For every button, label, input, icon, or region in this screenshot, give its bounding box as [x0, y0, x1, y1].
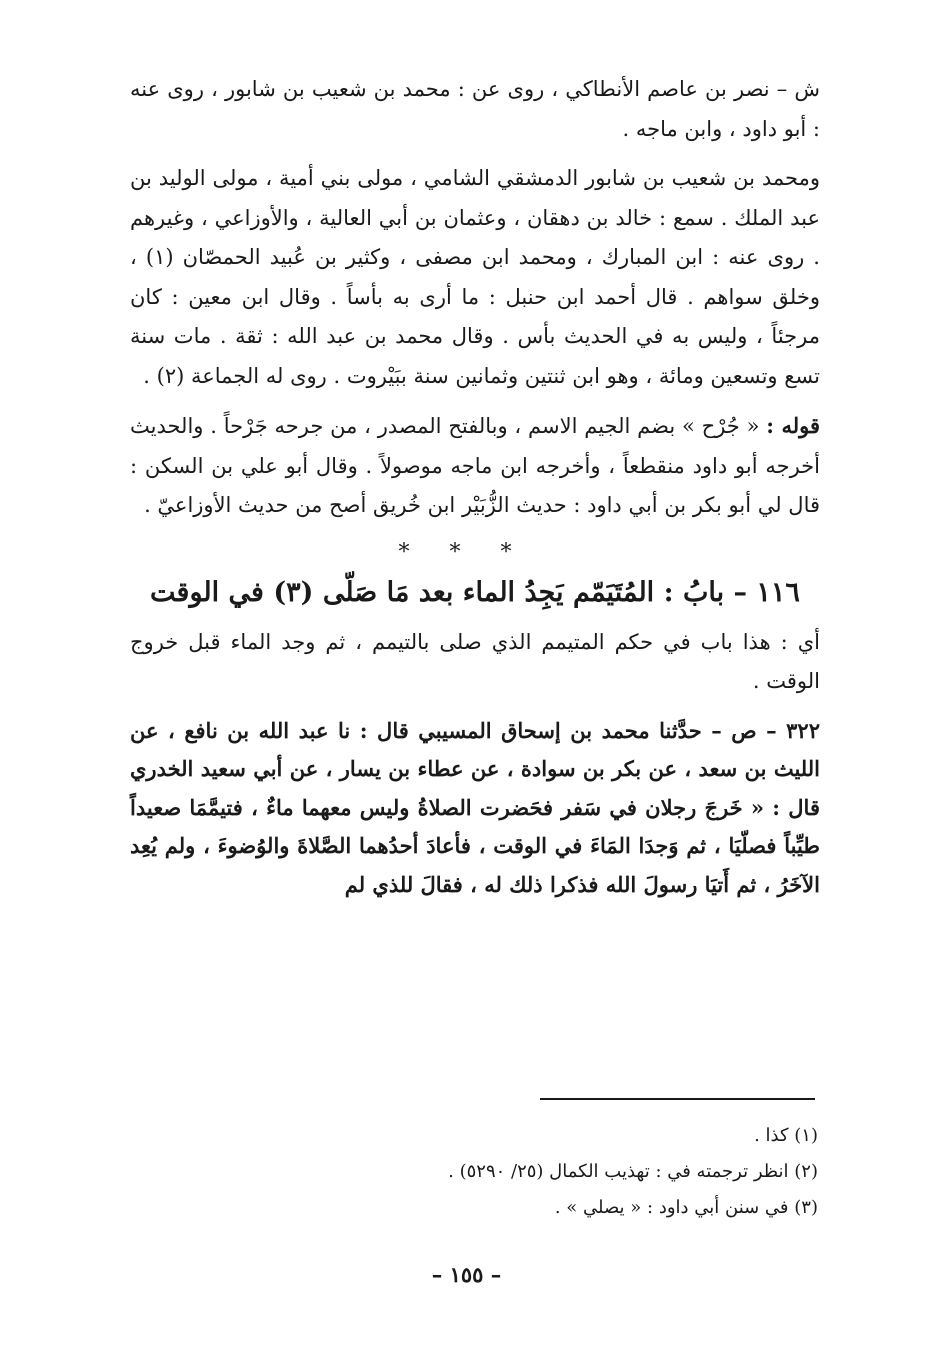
paragraph-3-lead: قوله : [766, 413, 820, 438]
footnote-divider [540, 1098, 815, 1100]
page-number: – ١٥٥ – [431, 1262, 502, 1287]
hadith-paragraph: ٣٢٢ – ص – حدَّثنا محمد بن إسحاق المسيبي قال : نا عبد الله بن نافع ، عن الليث بن سعد ، عن بكر بن سوادة ، عن عطاء بن يسار ، عن أبي سعيد الخدري قال : « خَرجَ رجلان في سَفر فحَضرت الصلاةُ وليس معهما ماءٌ ، فتيمَّمَا صعيداً طيِّباً فصلّيَا ، ثم وَجدَا المَاءَ في الوقت ، فأعادَ أحدُهما الصَّلاةَ والوُضوءَ ، ولم يُعِد الآخَرُ ، ثم أَتيَا رسولَ الله فذكرا ذلك له ، فقالَ للذي لم [130, 717, 820, 897]
footnotes [218, 1118, 818, 1226]
paragraph-1: ش – نصر بن عاصم الأنطاكي ، روى عن : محمد بن شعيب بن شابور ، روى عنه : أبو داود ، وابن ماجه . [130, 77, 820, 141]
paragraph-4: أي : هذا باب في حكم المتيمم الذي صلى بالتيمم ، ثم وجد الماء قبل خروج الوقت . [130, 629, 820, 693]
section-separator: *** [398, 539, 552, 565]
page-body [130, 70, 820, 904]
footnote-1: (١) كذا . [754, 1125, 818, 1146]
footnote-3: (٣) في سنن أبي داود : « يصلي » . [554, 1197, 818, 1218]
footnote-2: (٢) انظر ترجمته في : تهذيب الكمال (٢٥/ ٥٢٩٠) . [448, 1161, 818, 1182]
chapter-heading: ١١٦ – بابُ : المُتَيَمّم يَجِدُ الماء بعد مَا صَلّى (٣) في الوقت [150, 576, 800, 608]
paragraph-3 [130, 406, 820, 526]
paragraph-2: ومحمد بن شعيب بن شابور الدمشقي الشامي ، مولى بني أمية ، مولى الوليد بن عبد الملك . سمع : خالد بن دهقان ، وعثمان بن أبي العالية ، والأوزاعي ، وغيرهم . روى عنه : ابن المبارك ، ومحمد ابن مصفى ، وكثير بن عُبيد الحمصّان (١) ، وخلق سواهم . قال أحمد ابن حنبل : ما أرى به بأساً . وقال ابن معين : كان مرجئاً ، وليس به في الحديث بأس . وقال محمد بن عبد الله : ثقة . مات سنة تسع وتسعين ومائة ، وهو ابن ثنتين وثمانين سنة ببَيْروت . روى له الجماعة (٢) . [130, 166, 820, 388]
paragraph-3-text: « جُرْح » بضم الجيم الاسم ، وبالفتح المصدر ، من جرحه جَرْحاً . والحديث أخرجه أبو داود منقطعاً ، وأخرجه ابن ماجه موصولاً . وقال أبو علي بن السكن : قال لي أبو بكر بن أبي داود : حديث الزُّبَيْر ابن خُريق أصح من حديث الأوزاعيّ . [130, 414, 820, 517]
